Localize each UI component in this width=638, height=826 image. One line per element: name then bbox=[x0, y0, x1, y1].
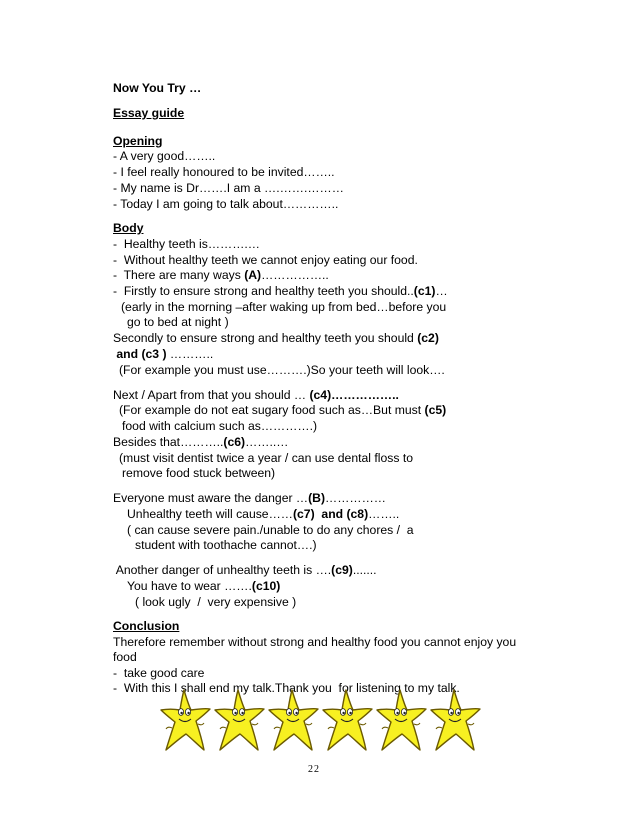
star-character-icon bbox=[214, 688, 266, 754]
star-clipart-row bbox=[160, 688, 480, 758]
opening-heading: Opening bbox=[113, 134, 163, 148]
body-line: Secondly to ensure strong and healthy teeth you should (c2) bbox=[113, 331, 439, 345]
body-line: Unhealthy teeth will cause……(c7) and (c8)…….. bbox=[127, 507, 400, 521]
body-line: You have to wear …….(c10) bbox=[127, 579, 281, 593]
body-line: student with toothache cannot….) bbox=[135, 538, 317, 552]
star-character-icon bbox=[322, 688, 374, 754]
body-line: - Firstly to ensure strong and healthy teeth you should..(c1)… bbox=[113, 284, 448, 298]
conclusion-line: - With this I shall end my talk.Thank you for listening to my talk. bbox=[113, 681, 460, 695]
opening-line: - Today I am going to talk about………….. bbox=[113, 197, 339, 211]
conclusion-line: Therefore remember without strong and healthy food you cannot enjoy you bbox=[113, 635, 517, 649]
body-line: Besides that………..(c6)……..… bbox=[113, 435, 289, 449]
page-title: Now You Try … bbox=[113, 81, 202, 95]
opening-line: - I feel really honoured to be invited…….. bbox=[113, 165, 335, 179]
body-line: - Healthy teeth is……….… bbox=[113, 237, 260, 251]
body-line: (must visit dentist twice a year / can use dental floss to bbox=[119, 451, 413, 465]
opening-line: - A very good…….. bbox=[113, 149, 216, 163]
body-line: food with calcium such as………….) bbox=[122, 419, 318, 433]
star-character-icon bbox=[376, 688, 428, 754]
conclusion-line: food bbox=[113, 650, 137, 664]
page-number: 22 bbox=[308, 764, 320, 775]
conclusion-heading: Conclusion bbox=[113, 619, 180, 633]
conclusion-line: - take good care bbox=[113, 666, 205, 680]
star-character-icon bbox=[160, 688, 212, 754]
body-line: (For example you must use……….)So your teeth will look…. bbox=[119, 363, 445, 377]
body-line: ( can cause severe pain./unable to do any chores / a bbox=[127, 523, 414, 537]
body-line: and (c3 ) ……….. bbox=[113, 347, 214, 361]
essay-guide-heading: Essay guide bbox=[113, 106, 185, 120]
body-line: go to bed at night ) bbox=[127, 315, 229, 329]
body-line: Another danger of unhealthy teeth is ….(c9)....... bbox=[113, 563, 377, 577]
body-line: Everyone must aware the danger …(B)…………… bbox=[113, 491, 386, 505]
star-character-icon bbox=[430, 688, 482, 754]
body-line: ( look ugly / very expensive ) bbox=[135, 595, 297, 609]
body-heading: Body bbox=[113, 221, 144, 235]
body-line: remove food stuck between) bbox=[122, 466, 276, 480]
star-character-icon bbox=[268, 688, 320, 754]
opening-line: - My name is Dr…….I am a ….…….……… bbox=[113, 181, 344, 195]
body-line: Next / Apart from that you should … (c4)…………….. bbox=[113, 388, 399, 402]
body-line: (For example do not eat sugary food such as…But must (c5) bbox=[119, 403, 447, 417]
body-line: (early in the morning –after waking up from bed…before you bbox=[121, 300, 447, 314]
body-line: - Without healthy teeth we cannot enjoy eating our food. bbox=[113, 253, 418, 267]
body-line: - There are many ways (A)…………….. bbox=[113, 268, 329, 282]
